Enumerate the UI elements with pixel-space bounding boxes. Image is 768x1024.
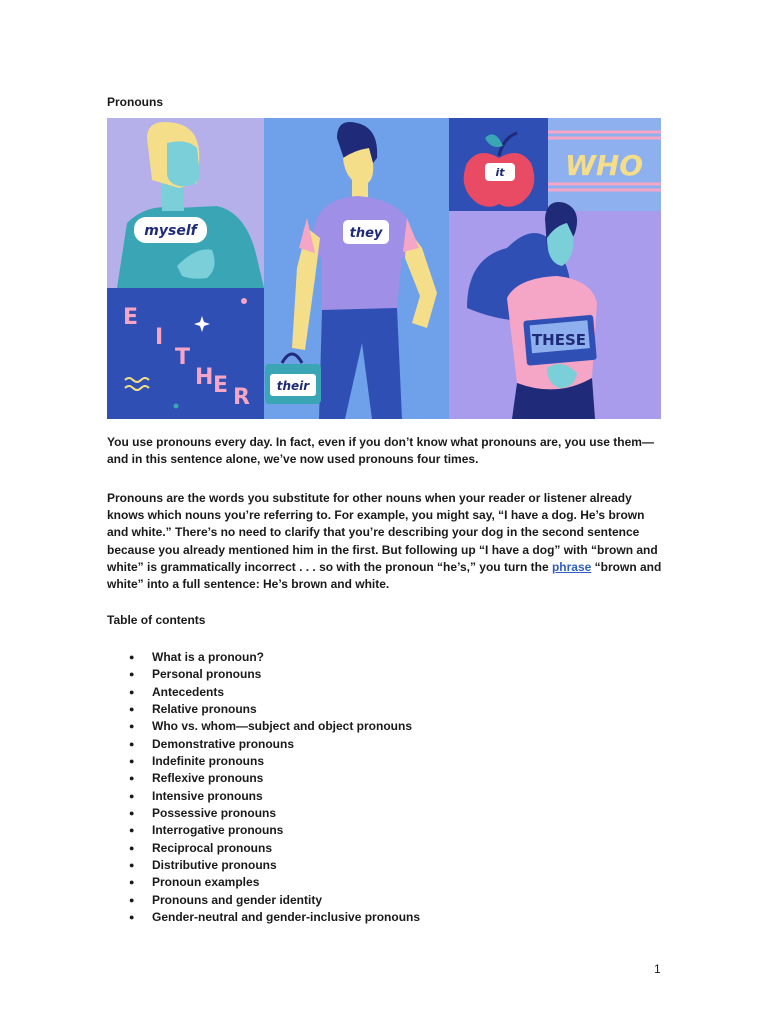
toc-item[interactable]: ● Pronouns and gender identity (107, 892, 420, 909)
they-tag (343, 220, 389, 244)
svg-text:they: they (349, 226, 383, 241)
toc-item[interactable]: ● Indefinite pronouns (107, 753, 420, 770)
toc-item[interactable]: ● Interrogative pronouns (107, 822, 420, 839)
svg-text:THESE: THESE (531, 331, 587, 349)
svg-text:E: E (213, 373, 229, 398)
svg-text:WHO: WHO (564, 149, 644, 182)
svg-text:I: I (155, 325, 164, 350)
toc-item[interactable]: ● Demonstrative pronouns (107, 736, 420, 753)
svg-text:E: E (123, 305, 139, 330)
toc-item[interactable]: ● What is a pronoun? (107, 649, 420, 666)
page-title: Pronouns (107, 95, 163, 109)
svg-text:it: it (495, 166, 505, 179)
toc-item[interactable]: ● Distributive pronouns (107, 857, 420, 874)
bullet-icon: ● (129, 912, 135, 923)
bullet-icon: ● (129, 686, 135, 697)
bullet-icon: ● (129, 877, 135, 888)
bullet-icon: ● (129, 773, 135, 784)
bullet-icon: ● (129, 652, 135, 662)
toc-item[interactable]: ● Gender-neutral and gender-inclusive pronouns (107, 909, 420, 926)
toc-item[interactable]: ● Reflexive pronouns (107, 770, 420, 787)
bullet-icon: ● (129, 721, 135, 732)
toc-item[interactable]: ● Possessive pronouns (107, 805, 420, 822)
bullet-icon: ● (129, 808, 135, 819)
myself-tag (134, 217, 207, 243)
svg-text:R: R (233, 385, 250, 410)
bullet-icon: ● (129, 669, 135, 680)
toc-heading: Table of contents (107, 613, 206, 627)
svg-text:H: H (195, 365, 214, 390)
bullet-icon: ● (129, 825, 135, 836)
toc-item[interactable]: ● Relative pronouns (107, 701, 420, 718)
definition-paragraph (107, 490, 667, 593)
toc-item[interactable]: ● Pronoun examples (107, 874, 420, 891)
toc-item[interactable]: ● Reciprocal pronouns (107, 840, 420, 857)
intro-paragraph: You use pronouns every day. In fact, even if you don’t know what pronouns are, you use them—and in this sentence alone, we’ve now used pronouns four times. (107, 435, 654, 467)
bullet-icon: ● (129, 894, 135, 905)
definition-text-end: “brown and white” into a full sentence: He’s brown and white. (107, 559, 662, 592)
toc-item[interactable]: ● Antecedents (107, 684, 420, 701)
bullet-icon: ● (129, 704, 135, 715)
bullet-icon: ● (129, 860, 135, 871)
bullet-icon: ● (129, 756, 135, 767)
svg-text:their: their (276, 379, 310, 393)
toc-item[interactable]: ● Intensive pronouns (107, 788, 420, 805)
phrase-link[interactable]: phrase (551, 559, 592, 574)
table-of-contents (107, 649, 420, 927)
bullet-icon: ● (129, 738, 135, 749)
bullet-icon: ● (129, 842, 135, 853)
pronouns-illustration (107, 118, 661, 419)
toc-item[interactable]: ● Who vs. whom—subject and object pronouns (107, 718, 420, 735)
toc-item[interactable]: ● Personal pronouns (107, 666, 420, 683)
page-number: 1 (654, 962, 661, 976)
svg-text:myself: myself (144, 223, 197, 239)
svg-text:T: T (175, 345, 191, 370)
bullet-icon: ● (129, 790, 135, 801)
definition-text: Pronouns are the words you substitute for other nouns when your reader or listener already knows which nouns you’re referring to. For example, you might say, “I have a dog. He’s brown and white.” There’s no need to clarify that you’re describing your dog in the second sentence because you already mentioned him in the first. But following up “I have a dog” with “brown and white” is grammatically incorrect . . . so with the pronoun “he’s,” you turn the (107, 491, 658, 574)
